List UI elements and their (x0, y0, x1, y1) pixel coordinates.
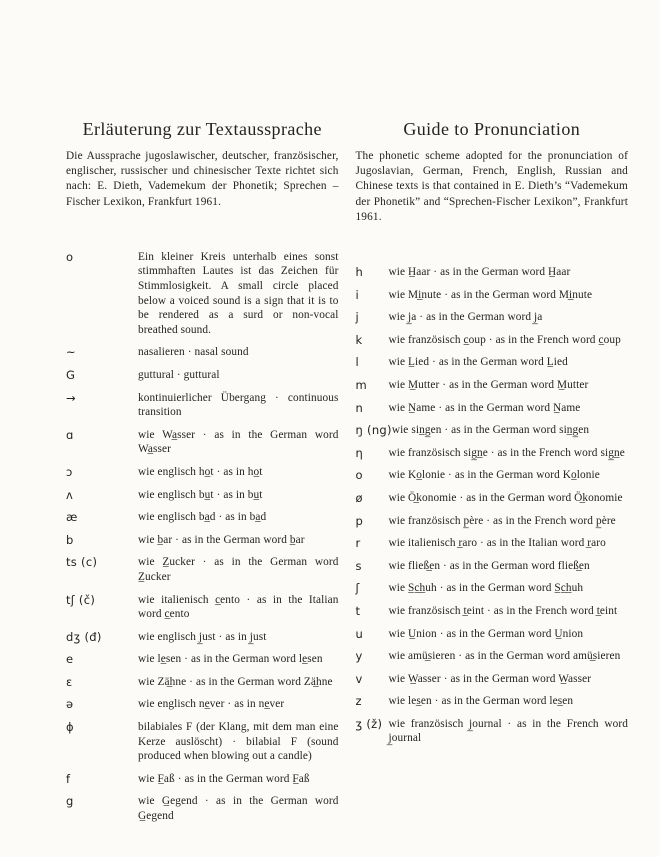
phonetic-symbol: t (355, 603, 361, 618)
pronunciation-entry-row (356, 694, 629, 709)
phonetic-symbol: ŋ (ng) (355, 423, 392, 438)
entry-description: kontinuierlicher Übergang · continuous transition (138, 391, 339, 419)
pronunciation-entry-row (356, 536, 629, 551)
pronunciation-entry-row (66, 488, 339, 503)
phonetic-symbol: y (355, 649, 363, 664)
phonetic-symbol: j (355, 310, 359, 325)
entry-description: wie englisch j̲ust · as in j̲ust (138, 630, 267, 643)
entry-description: wie les̲en · as in the German word les̲en (388, 695, 574, 708)
phonetic-symbol: m (355, 377, 368, 392)
entry-description: wie j̲a · as in the German word j̲a (388, 311, 543, 324)
german-intro-paragraph: Die Aussprache jugoslawischer, deutscher, französischer, englischer, russischer und chinesischer Texte richtet sich nach: E. Dieth, Vademekum der Phonetik; Sprechen – Fischer Lexikon, Frankfurt 1961. (66, 150, 339, 208)
phonetic-symbol: ɑ (66, 427, 74, 442)
pronunciation-entry-row (66, 630, 339, 645)
pronunciation-entry-row (356, 378, 629, 393)
phonetic-symbol: i (355, 287, 359, 302)
phonetic-symbol: r (355, 536, 361, 551)
phonetic-symbol: ɔ (66, 464, 73, 479)
entry-description: wie W̲asser · as in the German word W̲asser (388, 672, 592, 685)
phonetic-symbol: g (66, 794, 74, 809)
phonetic-symbol: b (66, 532, 74, 547)
entry-description: guttural · guttural (138, 368, 220, 381)
pronunciation-entry-row (66, 391, 339, 420)
pronunciation-entry-row (356, 423, 629, 438)
entry-description: wie L̲ied · as in the German word L̲ied (388, 356, 568, 369)
phonetic-symbol: p (355, 513, 364, 528)
entry-description: wie Ko̲lonie · as in the German word Ko̲lonie (388, 469, 600, 482)
pronunciation-entry-row (356, 514, 629, 529)
entry-description: wie italienisch r̲aro · as in the Italian word r̲aro (388, 537, 606, 550)
german-column (66, 118, 339, 832)
entry-description: wie französisch sig̲n̲e · as in the French word sig̲n̲e (388, 446, 625, 459)
entry-description: Ein kleiner Kreis unterhalb eines sonst stimmhaften Lautes ist das Zeichen für Stimmlosigkeit. A small circle placed below a voiced sound is a sign that it is to be rendered as a surd or non-vocal breathed sound. (138, 250, 339, 336)
phonetic-symbol: l (355, 355, 359, 370)
phonetic-symbol: ɸ (66, 720, 74, 735)
phonetic-symbol: o (66, 249, 74, 264)
entry-description: wie amü̲sieren · as in the German word amü̲sieren (388, 650, 621, 663)
german-pronunciation-list (66, 250, 339, 824)
english-column (356, 118, 629, 832)
entry-description: wie französisch t̲eint · as in the French word t̲eint (388, 604, 618, 617)
entry-description: wie fließ̲en · as in the German word fließ̲en (388, 559, 590, 572)
entry-description: wie Mi̲nute · as in the German word Mi̲nute (388, 288, 593, 301)
german-section-title: Erläuterung zur Textaussprache (82, 119, 322, 139)
entry-description: wie b̲ar · as in the German word b̲ar (138, 533, 305, 546)
pronunciation-entry-row (66, 345, 339, 360)
phonetic-symbol: z (355, 694, 362, 709)
pronunciation-entry-row (356, 288, 629, 303)
pronunciation-entry-row (356, 627, 629, 642)
pronunciation-entry-row (356, 559, 629, 574)
pronunciation-entry-row (66, 368, 339, 383)
english-intro-paragraph: The phonetic scheme adopted for the pronunciation of Jugoslavian, German, French, English, Russian and Chinese texts is that contained in E. Dieth’s “Vademekum der Phonetik” and “Sprechen-Fischer Lexikon”, Frankfurt 1961. (355, 150, 628, 223)
pronunciation-entry-row (356, 649, 629, 664)
entry-description: wie G̲egend · as in the German word G̲egend (138, 795, 339, 823)
pronunciation-entry-row (66, 675, 339, 690)
phonetic-symbol: dʒ (đ) (66, 629, 102, 644)
english-pronunciation-list (356, 265, 629, 746)
entry-description: wie Ö̲konomie · as in the German word Ö̲konomie (388, 491, 623, 504)
pronunciation-entry-row (66, 720, 339, 764)
pronunciation-entry-row (356, 672, 629, 687)
entry-description: wie italienisch c̲ento · as in the Italian word c̲ento (138, 593, 339, 621)
phonetic-symbol: s (355, 558, 362, 573)
pronunciation-entry-row (66, 555, 339, 584)
phonetic-symbol: u (355, 626, 364, 641)
pronunciation-entry-row (66, 533, 339, 548)
phonetic-symbol: n (355, 400, 364, 415)
phonetic-symbol: v (355, 671, 363, 686)
entry-description: wie französisch j̲ournal · as in the French word j̲ournal (388, 717, 628, 745)
pronunciation-entry-row (356, 581, 629, 596)
pronunciation-entry-row (66, 772, 339, 787)
phonetic-symbol: h (355, 265, 364, 280)
entry-description: wie U̲nion · as in the German word U̲nion (388, 627, 584, 640)
pronunciation-entry-row (66, 794, 339, 823)
pronunciation-entry-row (66, 250, 339, 338)
phonetic-symbol: ɛ (66, 674, 73, 689)
entry-description: wie F̲aß · as in the German word F̲aß (138, 772, 310, 785)
pronunciation-entry-row (356, 310, 629, 325)
entry-description: wie englisch ne̲ver · as in ne̲ver (138, 698, 285, 711)
entry-description: wie englisch bu̲t · as in bu̲t (138, 488, 263, 501)
entry-description: bilabiales F (der Klang, mit dem man eine Kerze auslöscht) · bilabial F (sound produced when blowing out a candle) (138, 721, 339, 763)
entry-description: wie englisch ba̲d · as in ba̲d (138, 511, 267, 524)
pronunciation-entry-row (356, 604, 629, 619)
phonetic-symbol: æ (66, 510, 78, 525)
phonetic-symbol: ʒ (ž) (355, 716, 383, 731)
entry-description: wie französisch p̲ère · as in the French word p̲ère (388, 514, 616, 527)
entry-description: wie H̲aar · as in the German word H̲aar (388, 266, 571, 279)
pronunciation-entry-row (66, 593, 339, 622)
entry-description: wie M̲utter · as in the German word M̲utter (388, 378, 589, 391)
pronunciation-entry-row (66, 465, 339, 480)
entry-description: wie Z̲ucker · as in the German word Z̲ucker (138, 556, 339, 583)
phonetic-symbol: f (66, 771, 71, 786)
phonetic-symbol: ə (66, 697, 74, 712)
pronunciation-entry-row (356, 355, 629, 370)
phonetic-symbol: ø (355, 490, 363, 505)
entry-description: wie englisch ho̲t · as in ho̲t (138, 465, 263, 478)
pronunciation-entry-row (66, 428, 339, 457)
phonetic-symbol: G (66, 367, 76, 382)
entry-description: wie le̲sen · as in the German word le̲sen (138, 653, 323, 666)
phonetic-symbol: ʌ (66, 487, 74, 502)
pronunciation-entry-row (356, 265, 629, 280)
pronunciation-entry-row (356, 446, 629, 461)
phonetic-symbol: ƞ (355, 445, 364, 460)
pronunciation-entry-row (356, 401, 629, 416)
phonetic-symbol: ʃ (355, 581, 360, 596)
pronunciation-entry-row (356, 468, 629, 483)
english-section-title: Guide to Pronunciation (403, 119, 581, 139)
phonetic-symbol: e (66, 652, 74, 667)
entry-description: wie sin̲g̲en · as in the German word sin̲g̲en (391, 424, 590, 437)
pronunciation-entry-row (66, 510, 339, 525)
phonetic-symbol: ts (c) (66, 555, 98, 570)
phonetic-symbol: k (355, 332, 363, 347)
entry-description: nasalieren · nasal sound (138, 346, 249, 359)
phonetic-symbol: tʃ (č) (66, 592, 96, 607)
entry-description: wie Zä̲hne · as in the German word Zä̲hne (138, 675, 333, 688)
pronunciation-entry-row (356, 717, 629, 746)
pronunciation-entry-row (356, 491, 629, 506)
entry-description: wie S̲c̲h̲uh · as in the German word S̲c̲h̲uh (388, 582, 584, 595)
entry-description: wie Wa̲sser · as in the German word Wa̲sser (138, 428, 339, 456)
entry-description: wie N̲ame · as in the German word N̲ame (388, 401, 581, 414)
pronunciation-entry-row (66, 652, 339, 667)
two-column-layout (66, 118, 628, 832)
pronunciation-entry-row (356, 333, 629, 348)
pronunciation-entry-row (66, 697, 339, 712)
phonetic-symbol: o (355, 468, 363, 483)
phonetic-symbol: ~ (66, 345, 76, 360)
phonetic-symbol: → (66, 390, 76, 405)
entry-description: wie französisch c̲oup · as in the French word c̲oup (388, 333, 621, 346)
